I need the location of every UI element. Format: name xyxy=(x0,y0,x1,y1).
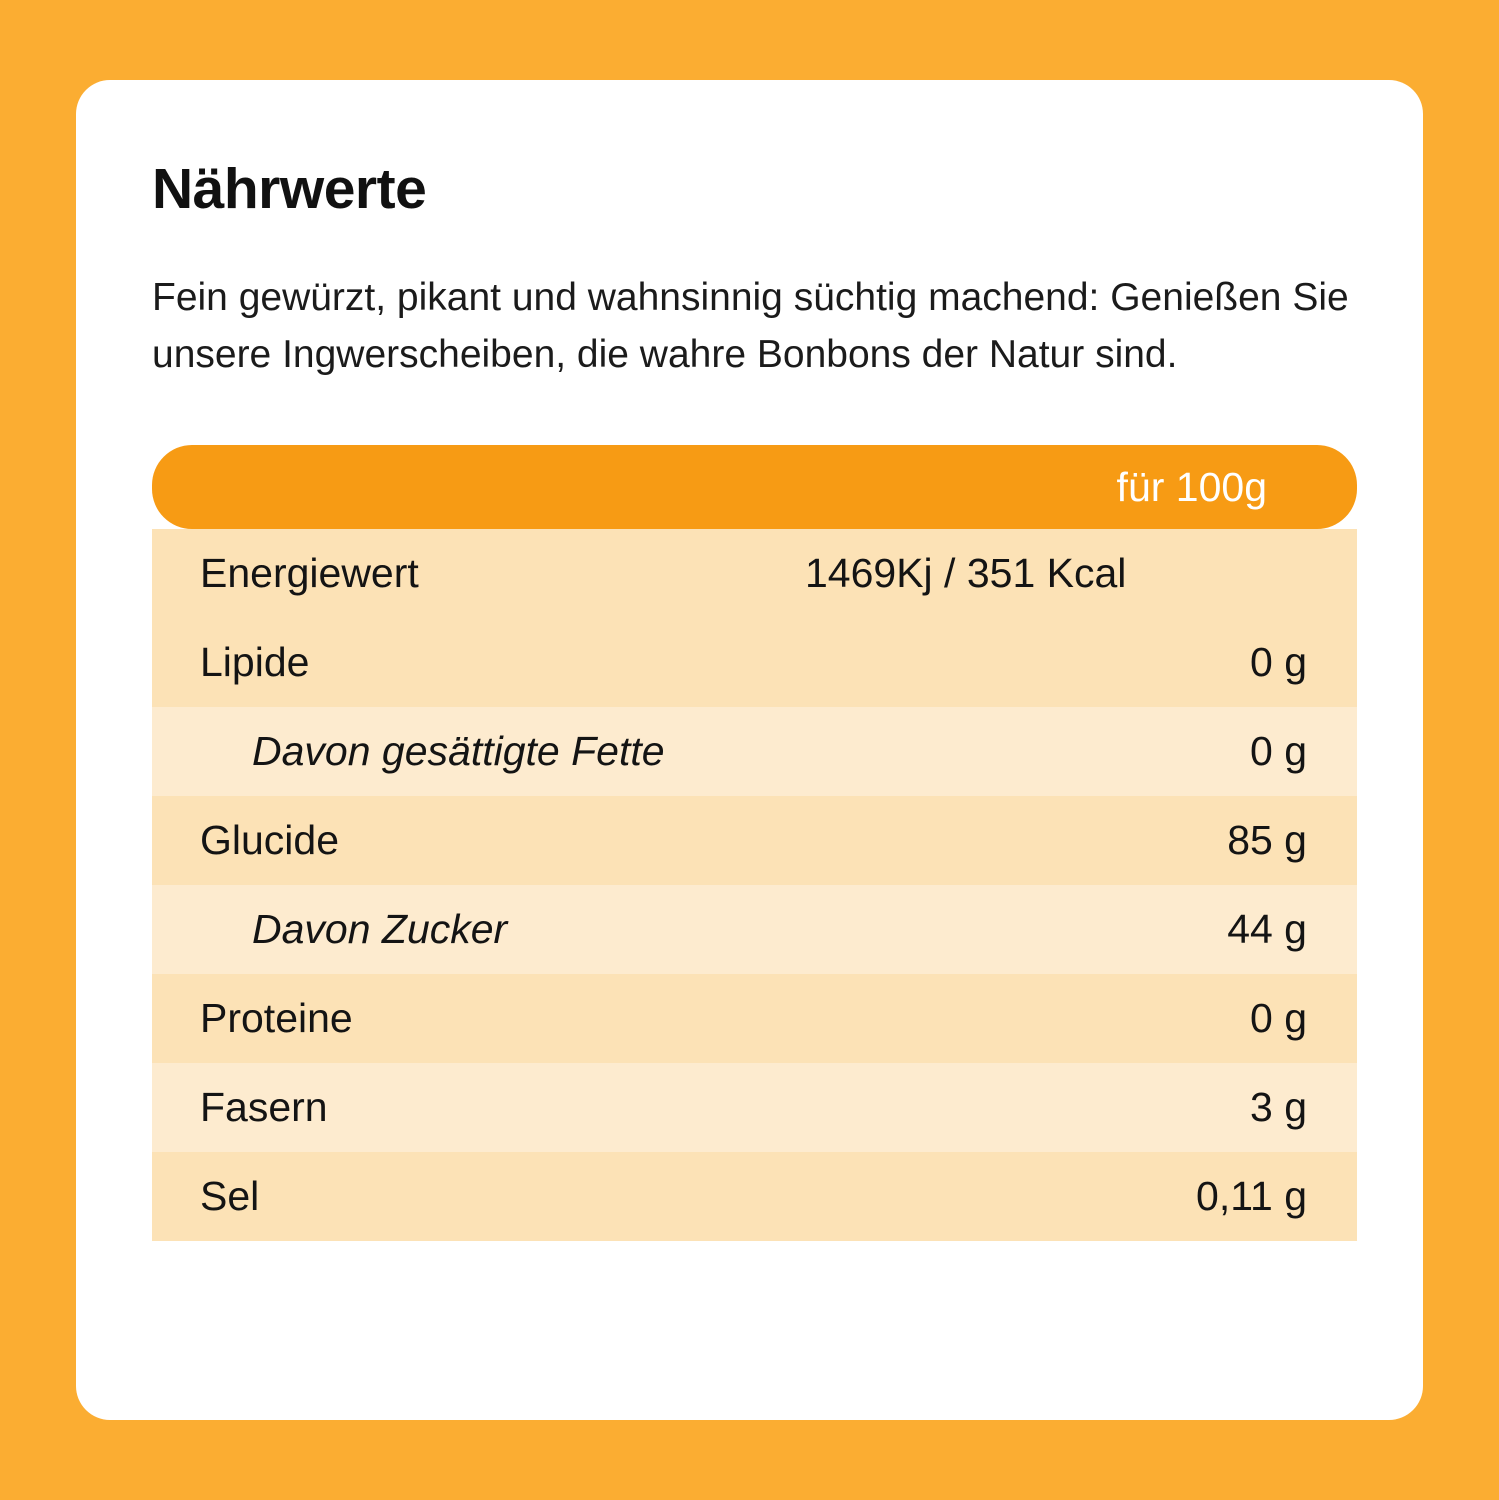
row-label: Lipide xyxy=(200,639,310,686)
row-value: 0 g xyxy=(1250,639,1307,686)
row-label: Davon Zucker xyxy=(252,906,508,953)
row-value: 0 g xyxy=(1250,995,1307,1042)
row-label: Davon gesättigte Fette xyxy=(252,728,665,775)
row-label: Fasern xyxy=(200,1084,328,1131)
intro-paragraph: Fein gewürzt, pikant und wahnsinnig süchtig machend: Genießen Sie unsere Ingwerscheiben, die wahre Bonbons der Natur sind. xyxy=(152,276,1349,376)
table-row xyxy=(152,529,1357,618)
row-label: Glucide xyxy=(200,817,340,864)
row-value: 44 g xyxy=(1227,906,1307,953)
row-label: Sel xyxy=(200,1173,260,1220)
table-row xyxy=(152,1063,1357,1152)
row-label: Proteine xyxy=(200,995,353,1042)
row-value: 0 g xyxy=(1250,728,1307,775)
table-row xyxy=(152,707,1357,796)
row-value: 1469Kj / 351 Kcal xyxy=(805,550,1127,597)
table-row xyxy=(152,885,1357,974)
row-label: Energiewert xyxy=(200,550,419,597)
table-row xyxy=(152,974,1357,1063)
nutrition-card xyxy=(76,80,1423,1420)
nutrition-table xyxy=(152,445,1357,1241)
table-row xyxy=(152,618,1357,707)
table-header-row xyxy=(152,445,1357,529)
row-value: 85 g xyxy=(1227,817,1307,864)
table-row xyxy=(152,796,1357,885)
table-row xyxy=(152,1152,1357,1241)
column-header-per-100g: für 100g xyxy=(1116,463,1267,510)
page-title: Nährwerte xyxy=(152,157,427,221)
row-value: 3 g xyxy=(1250,1084,1307,1131)
row-value: 0,11 g xyxy=(1196,1173,1307,1220)
